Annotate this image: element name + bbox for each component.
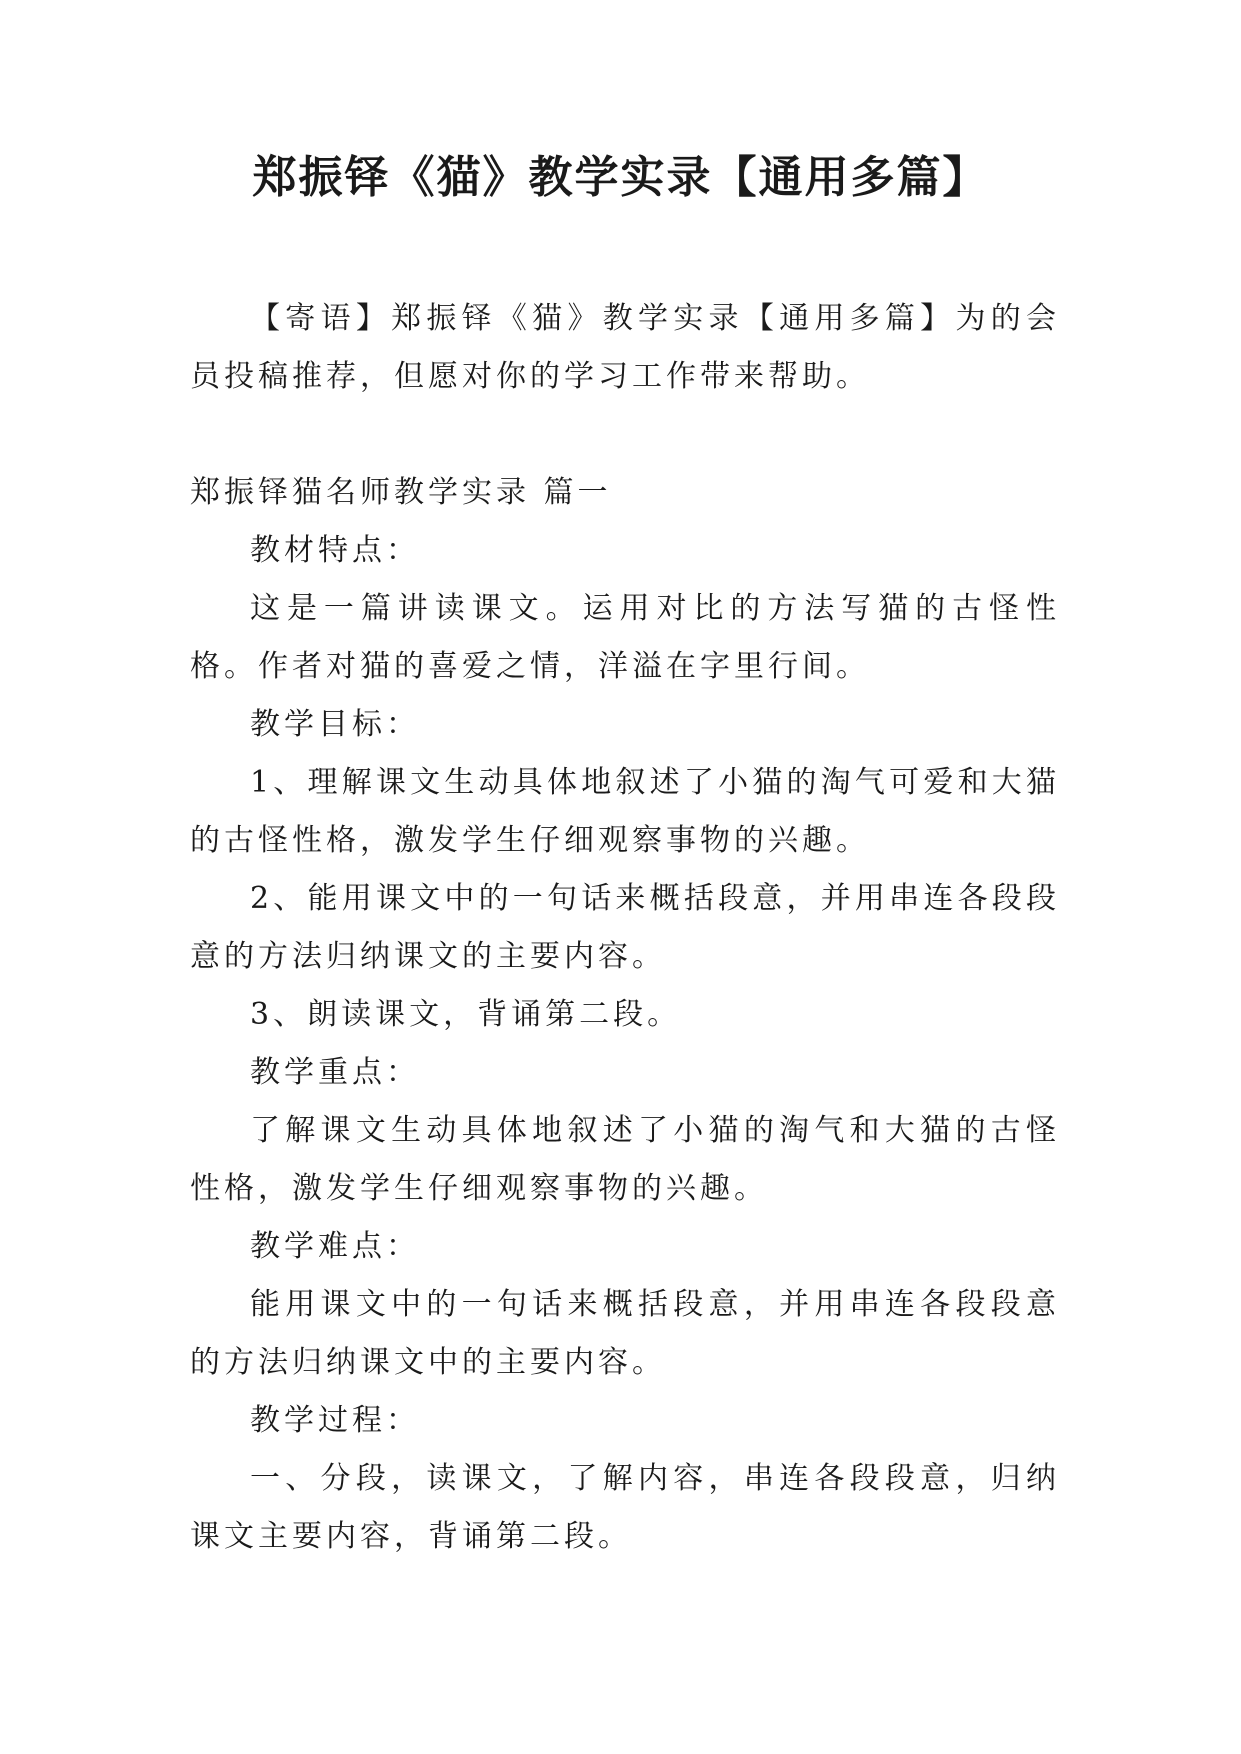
- paragraph-6: 3、朗读课文，背诵第二段。: [250, 997, 682, 1032]
- document-title: 郑振铎《猫》教学实录【通用多篇】: [252, 152, 989, 203]
- section-heading: 郑振铎猫名师教学实录 篇一: [190, 475, 612, 510]
- paragraph-10: 能用课文中的一句话来概括段意，并用串连各段段意的方法归纳课文中的主要内容。: [190, 1287, 1060, 1380]
- paragraph-12: 一、分段，读课文，了解内容，串连各段段意，归纳课文主要内容，背诵第二段。: [190, 1461, 1060, 1554]
- paragraph-9: 教学难点：: [250, 1229, 420, 1264]
- paragraph-5: 2、能用课文中的一句话来概括段意，并用串连各段段意的方法归纳课文的主要内容。: [190, 881, 1060, 974]
- paragraph-3: 教学目标：: [250, 707, 420, 742]
- intro-paragraph: 【寄语】郑振铎《猫》教学实录【通用多篇】为的会员投稿推荐，但愿对你的学习工作带来帮助。: [190, 301, 1060, 394]
- paragraph-11: 教学过程：: [250, 1403, 420, 1438]
- paragraph-8: 了解课文生动具体地叙述了小猫的淘气和大猫的古怪性格，激发学生仔细观察事物的兴趣。: [190, 1113, 1060, 1206]
- spacer: [190, 406, 1060, 464]
- paragraph-2: 这是一篇讲读课文。运用对比的方法写猫的古怪性格。作者对猫的喜爱之情，洋溢在字里行间。: [190, 591, 1060, 684]
- paragraph-4: 1、理解课文生动具体地叙述了小猫的淘气可爱和大猫的古怪性格，激发学生仔细观察事物的兴趣。: [190, 765, 1060, 858]
- paragraph-7: 教学重点：: [250, 1055, 420, 1090]
- document-body: [190, 290, 1060, 1566]
- paragraph-1: 教材特点：: [250, 533, 420, 568]
